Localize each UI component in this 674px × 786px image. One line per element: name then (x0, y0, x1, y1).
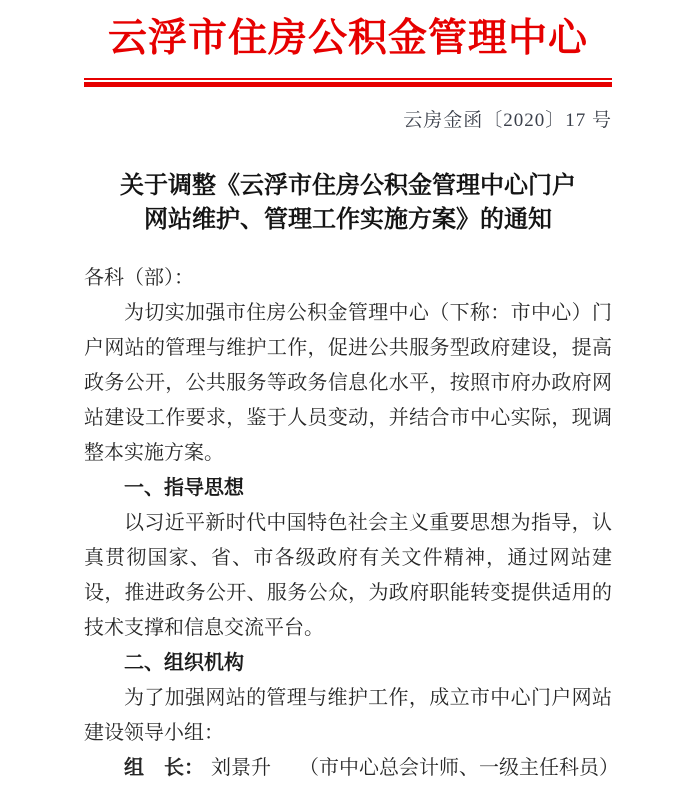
leader-role-label: 组 长： (124, 757, 204, 779)
document-title (84, 169, 612, 237)
letterhead-divider (84, 78, 612, 87)
document-title-line1: 关于调整《云浮市住房公积金管理中心门户 (120, 173, 576, 199)
document-number: 云房金函〔2020〕17 号 (403, 110, 612, 131)
section-2-heading: 二、组织机构 (124, 652, 244, 674)
section-1-heading: 一、指导思想 (124, 477, 244, 499)
content-column (84, 0, 619, 786)
leader-position-title: （市中心总会计师、一级主任科员） (299, 757, 619, 779)
section-1-paragraph: 以习近平新时代中国特色社会主义重要思想为指导，认真贯彻国家、省、市各级政府有关文件精神，通过网站建设，推进政务公开、服务公众，为政府职能转变提供适用的技术支撑和信息交流平台。 (84, 512, 612, 639)
leader-name: 刘景升 (211, 757, 271, 779)
agency-name: 云浮市住房公积金管理中心 (107, 17, 588, 60)
intro-paragraph: 为切实加强市住房公积金管理中心（下称：市中心）门户网站的管理与维护工作，促进公共服务型政府建设，提高政务公开，公共服务等政务信息化水平，按照市府办政府网站建设工作要求，鉴于人员变动，并结合市中心实际，现调整本实施方案。 (84, 302, 612, 464)
salutation: 各科（部）： (84, 267, 194, 289)
divider-thick-line (84, 82, 612, 87)
letterhead (84, 0, 612, 87)
leader-line (84, 751, 619, 786)
section-2-paragraph: 为了加强网站的管理与维护工作，成立市中心门户网站建设领导小组： (84, 687, 612, 744)
document-body (84, 261, 619, 786)
document-title-line2: 网站维护、管理工作实施方案》的通知 (144, 207, 552, 233)
